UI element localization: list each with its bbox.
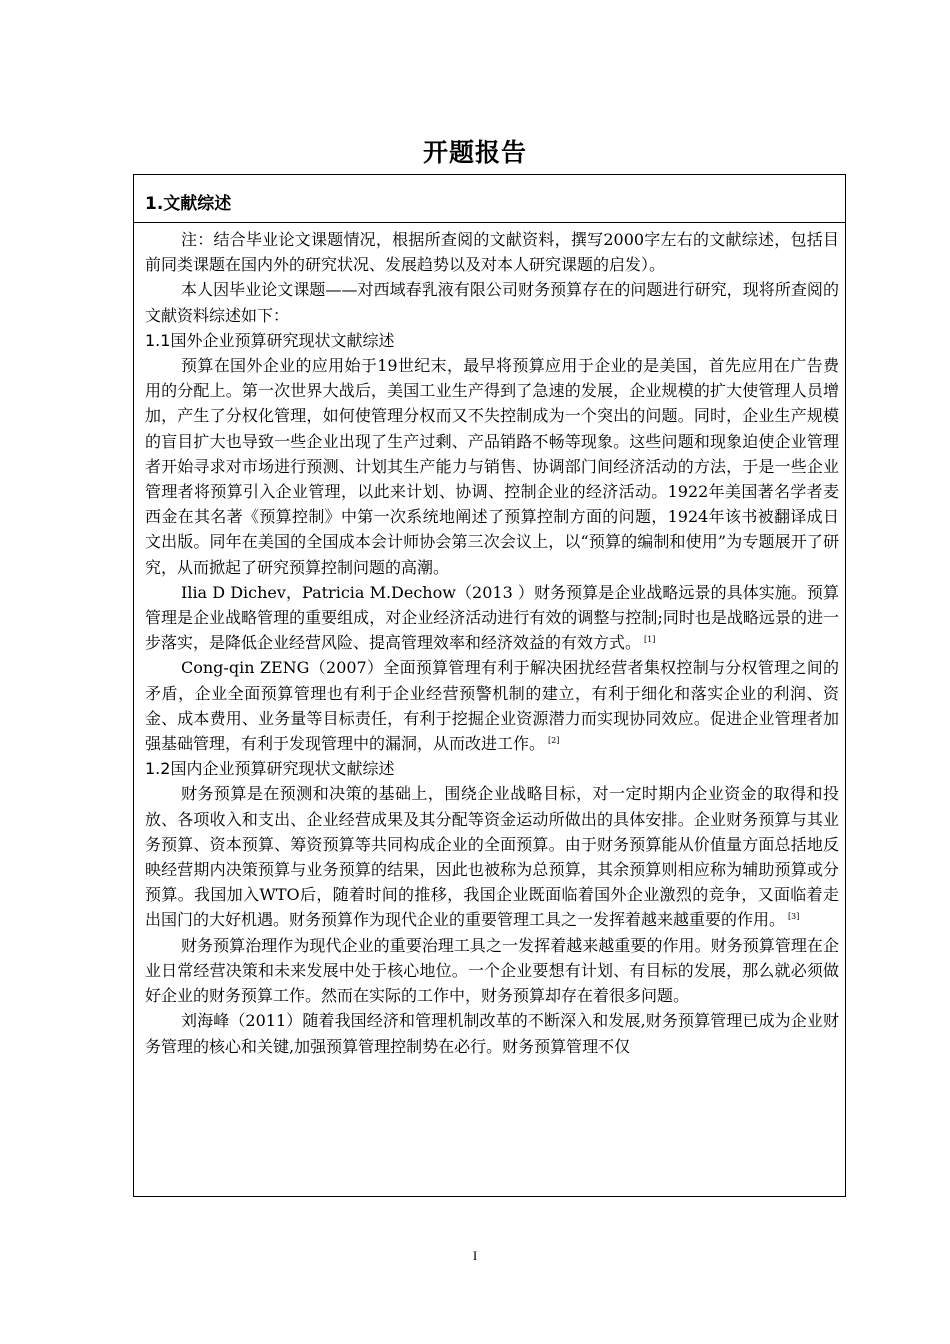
paragraph-liu-haifeng: 刘海峰（2011）随着我国经济和管理机制改革的不断深入和发展,财务预算管理已成为企业财务管理的核心和关键,加强预算管理控制势在必行。财务预算管理不仅 <box>145 1011 839 1056</box>
page-number: I <box>472 1248 478 1263</box>
paragraph-dichev <box>145 580 839 656</box>
paragraph-budget-governance: 财务预算治理作为现代企业的重要治理工具之一发挥着越来越重要的作用。财务预算管理在企业日常经营决策和未来发展中处于核心地位。一个企业要想有计划、有目标的发展，那么就必须做好企业的财务预算工作。然而在实际的工作中，财务预算却存在着很多问题。 <box>145 935 839 1006</box>
intro-paragraph: 本人因毕业论文课题——对西域春乳液有限公司财务预算存在的问题进行研究，现将所查阅的文献资料综述如下： <box>145 280 839 325</box>
note-paragraph: 注：结合毕业论文课题情况，根据所查阅的文献资料，撰写2000字左右的文献综述，包括目前同类课题在国内外的研究状况、发展趋势以及对本人研究课题的启发）。 <box>145 230 839 275</box>
citation-3: [3] <box>788 912 800 922</box>
page-title: 开题报告 <box>422 138 527 167</box>
review-content <box>145 227 839 1059</box>
literature-review-box <box>133 174 846 1197</box>
paragraph-financial-budget <box>145 781 839 932</box>
section-heading: 1.文献综述 <box>134 175 845 223</box>
paragraph-zeng-text: Cong-qin ZENG（2007）全面预算管理有利于解决困扰经营者集权控制与分权管理之间的矛盾，企业全面预算管理也有利于企业经营预警机制的建立，有利于细化和落实企业的利润、资金、成本费用、业务量等目标责任，有利于挖掘企业资源潜力而实现协同效应。促进企业管理者加强基础管理，有利于发现管理中的漏洞，从而改进工作。 <box>145 658 839 754</box>
paragraph-history: 预算在国外企业的应用始于19世纪末，最早将预算应用于企业的是美国，首先应用在广告费用的分配上。第一次世界大战后，美国工业生产得到了急速的发展，企业规模的扩大使管理人员增加，产生了分权化管理，如何使管理分权而又不失控制成为一个突出的问题。同时，企业生产规模的盲目扩大也导致一些企业出现了生产过剩、产品销路不畅等现象。这些问题和现象迫使企业管理者开始寻求对市场进行预测、计划其生产能力与销售、协调部门间经济活动的方法，于是一些企业管理者将预算引入企业管理，以此来计划、协调、控制企业的经济活动。1922年美国著名学者麦西金在其名著《预算控制》中第一次系统地阐述了预算控制方面的问题，1924年该书被翻译成日文出版。同年在美国的全国成本会计师协会第三次会议上，以“预算的编制和使用”为专题展开了研究，从而掀起了研究预算控制问题的高潮。 <box>145 356 839 577</box>
paragraph-financial-budget-text: 财务预算是在预测和决策的基础上，围绕企业战略目标，对一定时期内企业资金的取得和投放、各项收入和支出、企业经营成果及其分配等资金运动所做出的具体安排。企业财务预算与其业务预算、资本预算、筹资预算等共同构成企业的全面预算。由于财务预算能从价值量方面总括地反映经营期内决策预算与业务预算的结果，因此也被称为总预算，其余预算则相应称为辅助预算或分预算。我国加入WTO后，随着时间的推移，我国企业既面临着国外企业激烈的竞争，又面临着走出国门的大好机遇。财务预算作为现代企业的重要管理工具之一发挥着越来越重要的作用。 <box>145 784 839 930</box>
subheading-domestic: 1.2国内企业预算研究现状文献综述 <box>145 759 395 779</box>
paragraph-dichev-text: Ilia D Dichev，Patricia M.Dechow（2013 ）财务预算是企业战略远景的具体实施。预算管理是企业战略管理的重要组成，对企业经济活动进行有效的调整与控制;同时也是战略远景的进一步落实，是降低企业经营风险、提高管理效率和经济效益的有效方式。 <box>145 582 839 653</box>
subheading-foreign: 1.1国外企业预算研究现状文献综述 <box>145 330 395 350</box>
citation-2: [2] <box>548 735 560 745</box>
citation-1: [1] <box>644 634 656 644</box>
paragraph-zeng <box>145 655 839 756</box>
